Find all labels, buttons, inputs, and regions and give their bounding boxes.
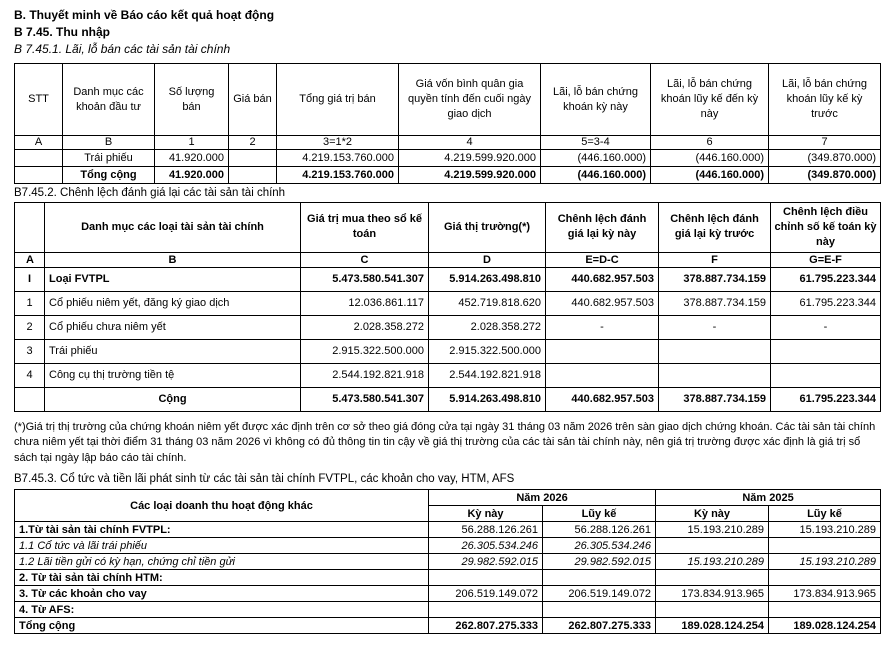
table-cell	[15, 387, 45, 411]
table-cell: 1.1 Cổ tức và lãi trái phiếu	[15, 538, 429, 554]
heading-b7451: B 7.45.1. Lãi, lỗ bán các tài sản tài chính	[14, 42, 231, 56]
table1-total-row	[15, 167, 881, 184]
table-cell	[656, 570, 769, 586]
table-cell: -	[771, 315, 881, 339]
table-cell: 2.544.192.821.918	[301, 363, 429, 387]
table-cell: 2.544.192.821.918	[429, 363, 546, 387]
gains-losses-sale-table	[14, 63, 881, 184]
table1-header-cell: Lãi, lỗ bán chứng khoán lũy kế kỳ trước	[769, 64, 881, 136]
table3-period-header: Kỳ này	[656, 506, 769, 522]
table-cell: 15.193.210.289	[769, 554, 881, 570]
table-cell: (446.160.000)	[651, 150, 769, 167]
table-cell	[659, 339, 771, 363]
table-cell	[771, 339, 881, 363]
table-cell: 262.807.275.333	[543, 618, 656, 634]
table-cell: 440.682.957.503	[546, 291, 659, 315]
table2-row-bonds	[15, 339, 881, 363]
table-cell: (446.160.000)	[541, 150, 651, 167]
table2-header-cell: Chênh lệch điều chỉnh số kế toán kỳ này	[771, 203, 881, 253]
table2-code-cell: C	[301, 252, 429, 267]
table-cell: 5.914.263.498.810	[429, 387, 546, 411]
table-cell	[771, 363, 881, 387]
table3-period-header: Kỳ này	[429, 506, 543, 522]
table1-code-cell: 4	[399, 136, 541, 150]
table-cell: 452.719.818.620	[429, 291, 546, 315]
table-cell	[769, 538, 881, 554]
table-cell	[429, 570, 543, 586]
table-cell: 2. Từ tài sản tài chính HTM:	[15, 570, 429, 586]
table-cell: -	[659, 315, 771, 339]
table3-period-header: Lũy kế	[543, 506, 656, 522]
table2-row-money-market	[15, 363, 881, 387]
table-cell: 4.219.153.760.000	[277, 150, 399, 167]
table-cell: 15.193.210.289	[656, 554, 769, 570]
table3-row-htm	[15, 570, 881, 586]
table-cell: 440.682.957.503	[546, 267, 659, 291]
table-cell: (349.870.000)	[769, 150, 881, 167]
table2-code-cell: D	[429, 252, 546, 267]
table-cell: 173.834.913.965	[656, 586, 769, 602]
table2-header-row	[15, 203, 881, 253]
table3-row-deposit-interest	[15, 554, 881, 570]
table1-header-cell: Tổng giá trị bán	[277, 64, 399, 136]
table1-header-cell: Số lượng bán	[155, 64, 229, 136]
table1-header-row	[15, 64, 881, 136]
table-cell	[546, 363, 659, 387]
table-cell: 41.920.000	[155, 150, 229, 167]
table2-code-cell: F	[659, 252, 771, 267]
table-cell: (446.160.000)	[541, 167, 651, 184]
heading-b7452: B7.45.2. Chênh lệch đánh giá lại các tài sản tài chính	[14, 187, 286, 199]
table-cell: (446.160.000)	[651, 167, 769, 184]
table2-header-cell: Giá thị trường(*)	[429, 203, 546, 253]
table-cell: 5.473.580.541.307	[301, 387, 429, 411]
heading-b745: B 7.45. Thu nhập	[14, 25, 111, 39]
table-cell: 206.519.149.072	[543, 586, 656, 602]
table-cell: 26.305.534.246	[429, 538, 543, 554]
table-cell: Trái phiếu	[45, 339, 301, 363]
table-cell: 3	[15, 339, 45, 363]
table-cell: 4.219.599.920.000	[399, 150, 541, 167]
table-cell: 61.795.223.344	[771, 267, 881, 291]
table-cell: 4.219.153.760.000	[277, 167, 399, 184]
heading-section-b: B. Thuyết minh về Báo cáo kết quả hoạt động	[14, 8, 275, 22]
table2-row-listed-shares	[15, 291, 881, 315]
table-cell: 2.915.322.500.000	[429, 339, 546, 363]
table1-header-cell: Giá vốn bình quân gia quyền tính đến cuối ngày giao dịch	[399, 64, 541, 136]
table-cell	[546, 339, 659, 363]
table1-code-cell: 3=1*2	[277, 136, 399, 150]
table-cell: 2.028.358.272	[301, 315, 429, 339]
table-cell: 12.036.861.117	[301, 291, 429, 315]
table2-code-cell: G=E-F	[771, 252, 881, 267]
table-cell: 378.887.734.159	[659, 291, 771, 315]
table1-code-row	[15, 136, 881, 150]
table2-total-row	[15, 387, 881, 411]
table-cell: 378.887.734.159	[659, 387, 771, 411]
table-cell	[15, 167, 63, 184]
table-cell: 4	[15, 363, 45, 387]
table1-row-trai-phieu	[15, 150, 881, 167]
table-cell: 3. Từ các khoản cho vay	[15, 586, 429, 602]
table-cell: Cổ phiếu chưa niêm yết	[45, 315, 301, 339]
table1-code-cell: 6	[651, 136, 769, 150]
table-cell: 15.193.210.289	[656, 522, 769, 538]
table-cell: 189.028.124.254	[769, 618, 881, 634]
table-cell	[15, 150, 63, 167]
table-cell: 2.028.358.272	[429, 315, 546, 339]
table2-code-cell: A	[15, 252, 45, 267]
table-cell	[429, 602, 543, 618]
table-cell: 2	[15, 315, 45, 339]
table3-row-loans	[15, 586, 881, 602]
table3-period-header: Lũy kế	[769, 506, 881, 522]
table3-row-afs	[15, 602, 881, 618]
table-cell: 1.Từ tài sản tài chính FVTPL:	[15, 522, 429, 538]
table-cell	[769, 602, 881, 618]
table-cell	[659, 363, 771, 387]
table3-row-fvtpl	[15, 522, 881, 538]
table1-code-cell: B	[63, 136, 155, 150]
table2-code-row	[15, 252, 881, 267]
table-cell	[543, 602, 656, 618]
table3-year-2025-header: Năm 2025	[656, 490, 881, 506]
table3-year-2026-header: Năm 2026	[429, 490, 656, 506]
table2-header-cell: Chênh lệch đánh giá lại kỳ trước	[659, 203, 771, 253]
table-cell	[656, 538, 769, 554]
table-cell: 262.807.275.333	[429, 618, 543, 634]
table-cell: 61.795.223.344	[771, 291, 881, 315]
table-cell: 41.920.000	[155, 167, 229, 184]
income-table	[14, 489, 881, 634]
table-cell: Tổng cộng	[15, 618, 429, 634]
table-cell: Cổ phiếu niêm yết, đăng ký giao dịch	[45, 291, 301, 315]
table-cell: 61.795.223.344	[771, 387, 881, 411]
table-cell: (349.870.000)	[769, 167, 881, 184]
table-cell: I	[15, 267, 45, 291]
table-cell: 2.915.322.500.000	[301, 339, 429, 363]
table1-code-cell: A	[15, 136, 63, 150]
table-cell: 26.305.534.246	[543, 538, 656, 554]
table-cell: 4. Từ AFS:	[15, 602, 429, 618]
table-cell: 173.834.913.965	[769, 586, 881, 602]
heading-b7453: B7.45.3. Cổ tức và tiền lãi phát sinh từ các tài sản tài chính FVTPL, các khoản cho vay, HTM, AFS	[14, 473, 515, 486]
table-cell: 189.028.124.254	[656, 618, 769, 634]
table2-row-fvtpl	[15, 267, 881, 291]
table2-row-unlisted-shares	[15, 315, 881, 339]
table-cell: 1	[15, 291, 45, 315]
table1-code-cell: 2	[229, 136, 277, 150]
table1-header-cell: Lãi, lỗ bán chứng khoán lũy kế đến kỳ này	[651, 64, 769, 136]
table-cell: 15.193.210.289	[769, 522, 881, 538]
table1-code-cell: 1	[155, 136, 229, 150]
table-cell: 29.982.592.015	[429, 554, 543, 570]
table3-total-row	[15, 618, 881, 634]
revaluation-table	[14, 202, 881, 412]
table2-code-cell: B	[45, 252, 301, 267]
table-cell: Công cụ thị trường tiền tệ	[45, 363, 301, 387]
table1-code-cell: 5=3-4	[541, 136, 651, 150]
table-cell: 29.982.592.015	[543, 554, 656, 570]
table1-header-cell: Lãi, lỗ bán chứng khoán kỳ này	[541, 64, 651, 136]
table2-header-cell	[15, 203, 45, 253]
table-cell	[229, 167, 277, 184]
table1-header-cell: STT	[15, 64, 63, 136]
table3-label-header: Các loại doanh thu hoạt động khác	[15, 490, 429, 522]
table-cell: 56.288.126.261	[429, 522, 543, 538]
table-cell: Trái phiếu	[63, 150, 155, 167]
table2-header-cell: Giá trị mua theo sổ kế toán	[301, 203, 429, 253]
table-cell: 56.288.126.261	[543, 522, 656, 538]
table1-code-cell: 7	[769, 136, 881, 150]
table2-header-cell: Chênh lệch đánh giá lại kỳ này	[546, 203, 659, 253]
table-cell: 206.519.149.072	[429, 586, 543, 602]
table-cell: 5.473.580.541.307	[301, 267, 429, 291]
table-cell: 378.887.734.159	[659, 267, 771, 291]
table2-code-cell: E=D-C	[546, 252, 659, 267]
table-cell: 1.2 Lãi tiền gửi có kỳ hạn, chứng chỉ tiền gửi	[15, 554, 429, 570]
table-cell	[229, 150, 277, 167]
table-cell	[543, 570, 656, 586]
table2-header-cell: Danh mục các loại tài sản tài chính	[45, 203, 301, 253]
market-value-footnote: (*)Giá trị thị trường của chứng khoán niêm yết được xác định trên cơ sở theo giá đóng cửa tại ngày 31 tháng 03 năm 2026 trên sàn giao dịch chứng khoán. Các tài sản tài chính chưa niêm yết tại thời điểm 31 tháng 03 năm 2026 vì không có đủ thông tin tin cậy về giá thị trường của các tài sản tài chính này, nên giá trị trường được xác định là giá trị sổ sách tại ngày lập báo cáo tài chính.	[14, 420, 876, 465]
table-cell: Tổng cộng	[63, 167, 155, 184]
table1-header-cell: Danh mục các khoản đầu tư	[63, 64, 155, 136]
table-cell: Cộng	[45, 387, 301, 411]
table-cell: Loại FVTPL	[45, 267, 301, 291]
table-cell	[656, 602, 769, 618]
table1-header-cell: Giá bán	[229, 64, 277, 136]
table-cell: 440.682.957.503	[546, 387, 659, 411]
table3-year-header-row	[15, 490, 881, 506]
table-cell: 4.219.599.920.000	[399, 167, 541, 184]
table-cell: -	[546, 315, 659, 339]
table-cell: 5.914.263.498.810	[429, 267, 546, 291]
table-cell	[769, 570, 881, 586]
table3-row-dividends	[15, 538, 881, 554]
